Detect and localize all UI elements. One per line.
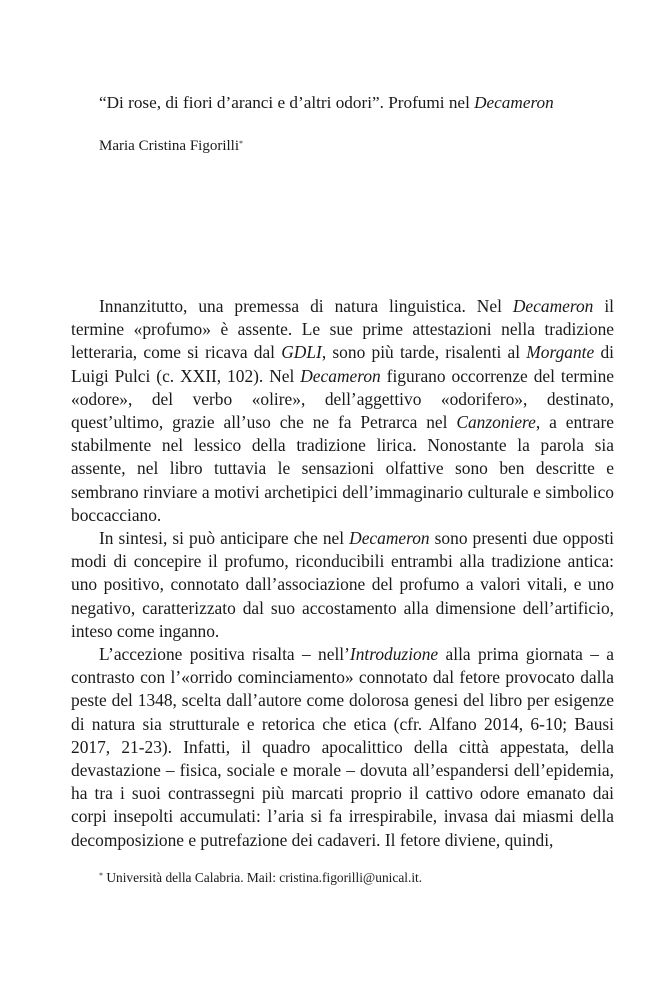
text-run: sono presenti due opposti modi di concepire il profumo, riconducibili entrambi alla tradizione antica: uno positivo, connotato dall’associazione del profumo a valori vitali, e uno negativo, caratterizzato dal suo accostamento alla dimensione dell’artificio, inteso come inganno. bbox=[71, 528, 614, 641]
text-run: alla prima giornata – a contrasto con l’«orrido cominciamento» connotato dal fetore provocato dalla peste del 1348, scelta dall’autore come dolorosa genesi del libro per esigenze di natura sia strutturale e retorica che etica (cfr. Alfano 2014, 6-10; Bausi 2017, 21-23). Infatti, il quadro apocalittico della città appestata, della devastazione – fisica, sociale e morale – dovuta all’espandersi dell’epidemia, ha tra i suoi contrassegni più marcati proprio il cattivo odore emanato dai corpi insepolti accumulati: l’aria si fa irrespirabile, invasa dai miasmi della decomposizione e putrefazione dei cadaveri. Il fetore diviene, quindi, bbox=[71, 644, 614, 850]
text-run: di Luigi Pulci (c. XXII, 102). Nel bbox=[71, 342, 615, 386]
footnote-text: Università della Calabria. Mail: cristina.figorilli@unical.it. bbox=[103, 870, 423, 885]
text-run: Innanzitutto, una premessa di natura linguistica. Nel bbox=[99, 296, 513, 316]
text-run: figurano occorrenze del termine «odore», del verbo «olire», dell’aggettivo «odorifero», destinato, quest’ultimo, grazie all’uso che ne fa Petrarca nel bbox=[71, 365, 614, 433]
author-name: Maria Cristina Figorilli bbox=[99, 138, 239, 154]
text-run: L’accezione positiva risalta – nell’ bbox=[99, 644, 350, 665]
footnote-marker: * bbox=[99, 871, 103, 880]
text-run: , a entrare stabilmente nel lessico della tradizione lirica. Nonostante la parola sia assente, nel libro tuttavia le sensazioni olfattive sono ben descritte e sembrano rinviare a motivi archetipici dell’immaginario culturale e simbolico boccacciano. bbox=[71, 412, 614, 525]
italic-run: GDLI bbox=[281, 342, 322, 363]
footnote bbox=[99, 869, 422, 887]
article-title bbox=[99, 92, 619, 114]
article-title-text: “Di rose, di fiori d’aranci e d’altri odori”. Profumi nel bbox=[99, 93, 475, 112]
italic-run: Decameron bbox=[349, 528, 430, 549]
text-run: In sintesi, si può anticipare che nel bbox=[99, 528, 350, 549]
body-paragraph bbox=[71, 643, 614, 852]
italic-run: Decameron bbox=[512, 296, 594, 316]
body-paragraph bbox=[71, 295, 614, 527]
article-author bbox=[99, 136, 243, 156]
italic-run: Decameron bbox=[300, 365, 381, 386]
italic-run: Introduzione bbox=[349, 644, 439, 665]
article-title-italic: Decameron bbox=[474, 93, 554, 112]
italic-run: Morgante bbox=[526, 342, 595, 363]
text-run: , sono più tarde, risalenti al bbox=[321, 342, 527, 363]
author-note-marker: * bbox=[239, 139, 243, 148]
body-paragraph bbox=[71, 527, 614, 643]
text-run: il termine «profumo» è assente. Le sue prime attestazioni nella tradizione letteraria, come si ricava dal bbox=[71, 296, 614, 363]
italic-run: Canzoniere bbox=[456, 412, 536, 433]
article-body bbox=[71, 295, 614, 852]
